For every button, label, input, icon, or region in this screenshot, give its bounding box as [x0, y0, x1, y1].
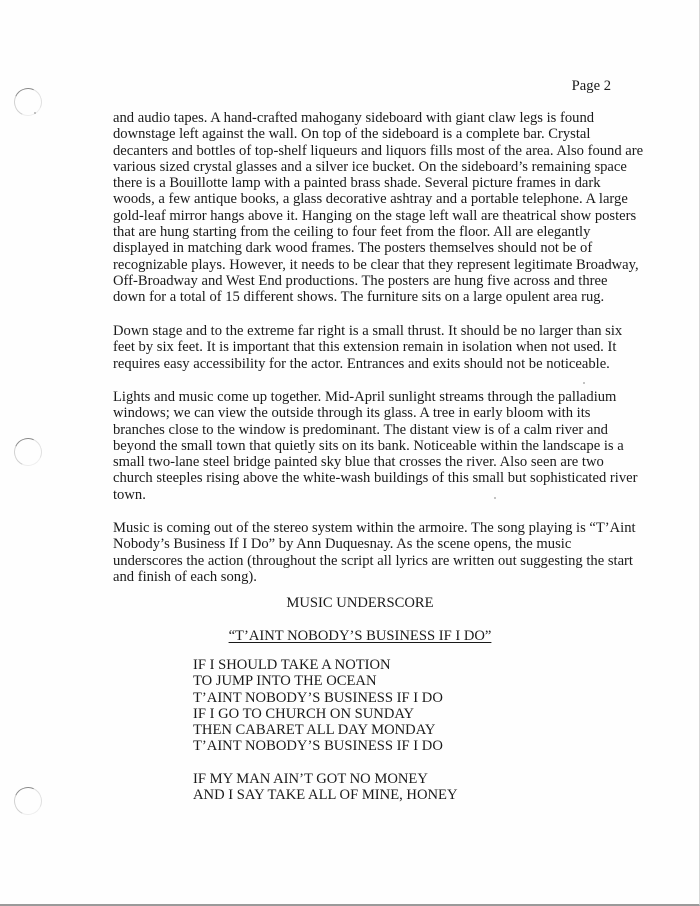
text-line: various sized crystal glasses and a silver ice bucket. On the sideboard’s remaining space: [113, 158, 627, 175]
scan-speck: [34, 112, 36, 114]
paragraph-music-stereo: [113, 520, 636, 585]
hole-punch-mark-icon: [10, 783, 46, 819]
text-line: and finish of each song).: [113, 568, 257, 585]
text-line: and audio tapes. A hand-crafted mahogany sideboard with giant claw legs is found: [113, 110, 595, 126]
song-title-heading: [10, 628, 700, 644]
hole-punch-mark-icon: [10, 434, 46, 470]
text-line: downstage left against the wall. On top of the sideboard is a complete bar. Crystal: [113, 126, 591, 143]
page-number: Page 2: [571, 78, 611, 94]
text-line: recognizable plays. However, it needs to be clear that they represent legitimate Broadway,: [113, 256, 639, 273]
lyrics-verse-2: [193, 771, 458, 804]
paragraph-set-description: [113, 110, 644, 306]
text-line: underscores the action (throughout the script all lyrics are written out suggesting the start: [113, 552, 633, 569]
lyric-line: T’AINT NOBODY’S BUSINESS IF I DO: [193, 738, 443, 755]
lyric-line: IF I SHOULD TAKE A NOTION: [193, 657, 391, 673]
hole-punch-mark-icon: [10, 84, 46, 120]
music-cue-heading: MUSIC UNDERSCORE: [286, 595, 434, 611]
text-line: Lights and music come up together. Mid-April sunlight streams through the palladium: [113, 389, 617, 405]
lyric-line: IF I GO TO CHURCH ON SUNDAY: [193, 705, 415, 722]
song-title: “T’AINT NOBODY’S BUSINESS IF I DO”: [228, 628, 492, 644]
text-line: windows; we can view the outside through its glass. A tree in early bloom with its: [113, 405, 591, 422]
paragraph-thrust: [113, 323, 623, 372]
text-line: woods, a few antique books, a glass decorative ashtray and a portable telephone. A large: [113, 191, 628, 208]
text-line: beyond the small town that quietly sits on its bank. Noticeable within the landscape is a: [113, 437, 624, 454]
text-line: down for a total of 15 different shows. The furniture sits on a large opulent area rug.: [113, 289, 605, 306]
text-line: gold-leaf mirror hangs above it. Hanging on the stage left wall are theatrical show posters: [113, 207, 637, 224]
text-line: displayed in matching dark wood frames. The posters themselves should not be of: [113, 240, 593, 257]
lyric-line: TO JUMP INTO THE OCEAN: [193, 673, 377, 690]
lyric-line: AND I SAY TAKE ALL OF MINE, HONEY: [193, 787, 458, 804]
lyric-line: IF MY MAN AIN’T GOT NO MONEY: [193, 771, 428, 787]
text-line: feet by six feet. It is important that this extension remain in isolation when not used. It: [113, 339, 617, 356]
text-line: Down stage and to the extreme far right is a small thrust. It should be no larger than six: [113, 323, 623, 339]
text-line: that are hung starting from the ceiling to four feet from the floor. All are elegantly: [113, 224, 591, 241]
text-line: small two-lane steel bridge painted sky blue that crosses the river. Also seen are two: [113, 454, 604, 471]
text-line: church steeples rising above the white-wash buildings of this small but sophisticated river: [113, 470, 638, 487]
text-line: decanters and bottles of top-shelf liqueurs and liquors fills most of the area. Also found are: [113, 142, 644, 159]
lyrics-verse-1: [193, 657, 443, 755]
text-line: Music is coming out of the stereo system within the armoire. The song playing is “T’Aint: [113, 520, 636, 536]
text-line: town.: [113, 486, 146, 503]
text-line: requires easy accessibility for the actor. Entrances and exits should not be noticeable.: [113, 355, 610, 372]
text-line: there is a Bouillotte lamp with a painted brass shade. Several picture frames in dark: [113, 175, 601, 192]
text-line: Off-Broadway and West End productions. The posters are hung five across and three: [113, 272, 608, 289]
text-line: Nobody’s Business If I Do” by Ann Duquesnay. As the scene opens, the music: [113, 536, 572, 553]
paragraph-lights-music: [113, 389, 638, 503]
lyric-line: T’AINT NOBODY’S BUSINESS IF I DO: [193, 689, 443, 706]
lyric-line: THEN CABARET ALL DAY MONDAY: [193, 722, 436, 739]
scan-speck: [583, 382, 585, 384]
text-line: branches close to the window is predominant. The distant view is of a calm river and: [113, 421, 608, 438]
